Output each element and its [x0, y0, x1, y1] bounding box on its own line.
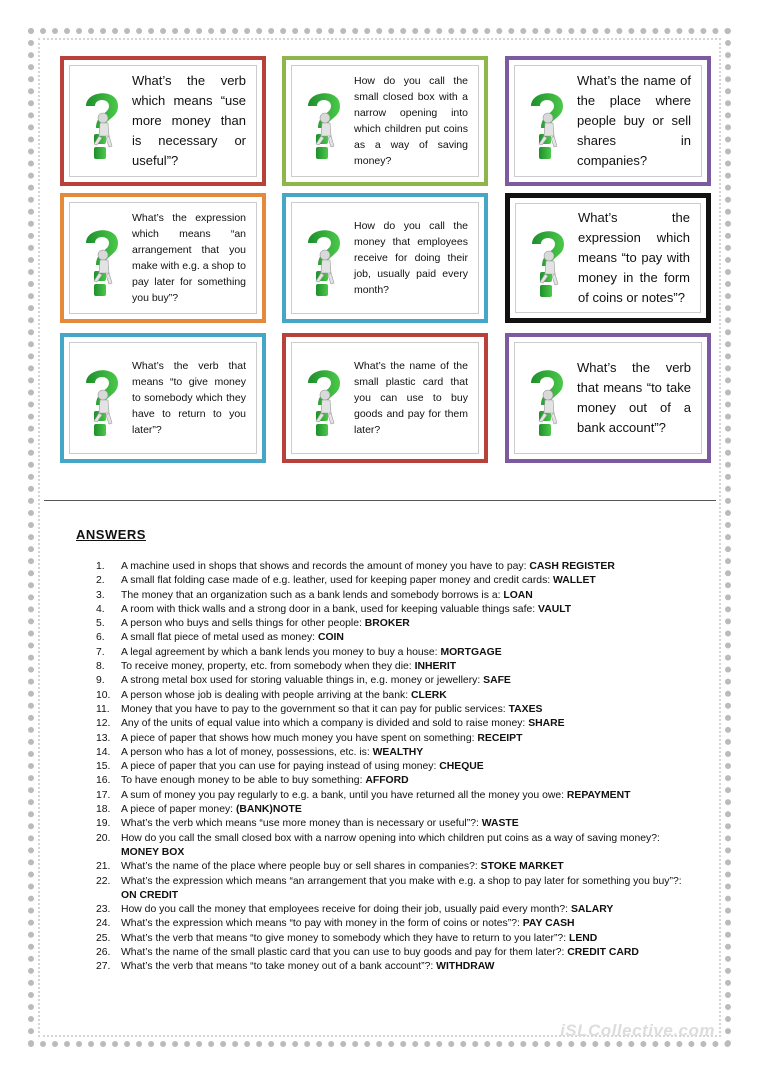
answer-word: INHERIT [414, 661, 457, 673]
answer-number: 15. [96, 761, 111, 773]
answer-definition: What’s the verb which means “use more money than is necessary or useful”?: [121, 818, 482, 830]
answer-definition: A sum of money you pay regularly to e.g. a bank, until you have returned all the money you owe: [121, 789, 567, 801]
answer-definition: A small flat piece of metal used as money: [121, 632, 318, 644]
answer-word: LOAN [503, 589, 533, 601]
answer-word: SHARE [528, 718, 565, 730]
answer-number: 19. [96, 818, 111, 830]
answer-item [96, 875, 700, 904]
answer-item [96, 746, 700, 760]
answer-word: AFFORD [365, 775, 409, 787]
question-mark-figure-icon [523, 84, 569, 164]
answer-word: LEND [569, 932, 598, 944]
answer-number: 4. [96, 603, 105, 615]
card-question: What’s the verb that means “to give money to somebody which they have to return to you later”? [132, 360, 246, 436]
answer-definition: Money that you have to pay to the government so that it can pay for public services: [121, 703, 509, 715]
answer-item [96, 646, 700, 660]
answer-item [96, 674, 700, 688]
answer-item [96, 732, 700, 746]
answer-item [96, 560, 700, 574]
answer-item [96, 589, 700, 603]
answer-definition: How do you call the money that employees receive for doing their job, usually paid every month?: [121, 904, 571, 916]
question-mark-figure-icon [300, 221, 346, 301]
card-question: How do you call the small closed box with a narrow opening into which children put coins as a way of saving money? [354, 75, 468, 167]
answer-number: 16. [96, 775, 111, 787]
card-question: What’s the expression which means “to pay with money in the form of coins or notes”? [578, 210, 690, 305]
question-card [505, 56, 711, 186]
answer-number: 27. [96, 961, 111, 973]
answer-definition: A person who buys and sells things for other people: [121, 618, 365, 630]
answer-number: 12. [96, 718, 111, 730]
card-question: What’s the expression which means “an arrangement that you make with e.g. a shop to pay later for something you buy”? [132, 212, 246, 304]
answer-item [96, 603, 700, 617]
answer-definition: What’s the name of the place where people buy or sell shares in companies?: [121, 861, 481, 873]
answer-word: MONEY BOX [121, 846, 185, 858]
answer-number: 11. [96, 703, 110, 715]
answer-number: 1. [96, 561, 105, 572]
answer-definition: A room with thick walls and a strong door in a bank, used for keeping valuable things safe: [121, 603, 539, 615]
card-question: How do you call the money that employees receive for doing their job, usually paid every month? [354, 220, 468, 296]
answer-number: 14. [96, 746, 111, 758]
answer-item [96, 803, 700, 817]
question-mark-figure-icon [300, 361, 346, 441]
answer-definition: What’s the expression which means “to pay with money in the form of coins or notes”?: [121, 918, 523, 930]
answer-definition: What’s the verb that means “to take money out of a bank account”?: [121, 961, 437, 973]
answer-number: 8. [96, 661, 105, 673]
answer-item [96, 703, 700, 717]
question-card [282, 333, 488, 463]
answer-word: COIN [317, 632, 344, 644]
answer-number: 10. [96, 689, 111, 701]
answer-number: 20. [96, 832, 111, 844]
answer-definition: The money that an organization such as a bank lends and somebody borrows is a: [121, 589, 504, 601]
answer-word: WITHDRAW [436, 961, 495, 973]
answer-item [96, 660, 700, 674]
answer-word: VAULT [538, 603, 572, 615]
answer-definition: A piece of paper that you can use for paying instead of using money: [121, 761, 440, 773]
answer-word: ON CREDIT [121, 889, 179, 901]
question-mark-figure-icon [78, 361, 124, 441]
answer-item [96, 789, 700, 803]
answer-definition: To have enough money to be able to buy something: [121, 775, 366, 787]
answer-word: MORTGAGE [440, 646, 502, 658]
answer-item [96, 932, 700, 946]
answer-number: 23. [96, 904, 111, 916]
answer-word: CHEQUE [439, 761, 484, 773]
answer-word: PAY CASH [522, 918, 575, 930]
answer-definition: A piece of paper that shows how much money you have spent on something: [121, 732, 478, 744]
answer-number: 6. [96, 632, 105, 644]
answer-item [96, 946, 700, 960]
question-mark-figure-icon [300, 84, 346, 164]
answer-item [96, 903, 700, 917]
answer-item [96, 574, 700, 588]
answer-definition: A person whose job is dealing with people arriving at the bank: [121, 689, 411, 701]
answer-word: CLERK [410, 689, 447, 701]
answer-item [96, 817, 700, 831]
answer-definition: What’s the expression which means “an arrangement that you make with e.g. a shop to pay later for something you buy”?: [121, 875, 682, 887]
answer-number: 17. [96, 789, 111, 801]
question-mark-figure-icon [523, 361, 569, 441]
answer-item [96, 689, 700, 703]
answer-definition: A person who has a lot of money, possessions, etc. is: [121, 746, 373, 758]
answer-word: TAXES [508, 703, 543, 715]
answer-number: 13. [96, 732, 111, 744]
answer-definition: How do you call the small closed box with a narrow opening into which children put coins as a way of saving money?: [121, 832, 660, 844]
answer-number: 22. [96, 875, 111, 887]
card-question: What’s the verb which means “use more money than is necessary or useful”? [132, 73, 246, 168]
answer-word: STOKE MARKET [480, 861, 564, 873]
answer-word: CASH REGISTER [529, 561, 615, 572]
answer-word: REPAYMENT [566, 789, 631, 801]
divider-line [44, 500, 716, 501]
question-mark-figure-icon [524, 222, 570, 302]
answer-item [96, 917, 700, 931]
answer-number: 18. [96, 804, 111, 816]
answer-item [96, 631, 700, 645]
answer-number: 25. [96, 932, 111, 944]
answer-word: CREDIT CARD [567, 947, 639, 959]
answer-definition: A legal agreement by which a bank lends you money to buy a house: [121, 646, 441, 658]
question-card [505, 193, 711, 323]
answers-title: ANSWERS [76, 527, 146, 542]
question-mark-figure-icon [78, 221, 124, 301]
question-card [505, 333, 711, 463]
answer-number: 24. [96, 918, 111, 930]
answer-number: 2. [96, 575, 105, 587]
answer-word: (BANK)NOTE [235, 804, 302, 816]
answer-item [96, 617, 700, 631]
question-card [60, 193, 266, 323]
answer-definition: To receive money, property, etc. from somebody when they die: [121, 661, 415, 673]
answer-item [96, 860, 700, 874]
question-card [60, 56, 266, 186]
card-question: What’s the name of the place where people buy or sell shares in companies? [577, 73, 691, 168]
answer-word: WASTE [481, 818, 519, 830]
answer-word: BROKER [364, 618, 410, 630]
answer-definition: A small flat folding case made of e.g. leather, used for keeping paper money and credit cards: [121, 575, 554, 587]
question-mark-figure-icon [78, 84, 124, 164]
answer-definition: A strong metal box used for storing valuable things in, e.g. money or jewellery: [121, 675, 484, 687]
answer-item [96, 832, 700, 861]
answer-number: 9. [96, 675, 105, 687]
answer-word: WALLET [553, 575, 596, 587]
answer-item [96, 774, 700, 788]
answer-number: 5. [96, 618, 105, 630]
answers-list [96, 560, 700, 975]
answer-definition: What’s the name of the small plastic card that you can use to buy goods and pay for them later?: [121, 947, 568, 959]
answer-word: SAFE [483, 675, 511, 687]
watermark-logo: iSLCollective.com [560, 1021, 715, 1040]
answer-item [96, 760, 700, 774]
answer-item [96, 960, 700, 974]
answer-definition: A machine used in shops that shows and records the amount of money you have to pay: [121, 561, 530, 572]
question-card [282, 56, 488, 186]
question-card [282, 193, 488, 323]
answer-item [96, 717, 700, 731]
answer-number: 21. [96, 861, 111, 873]
answer-number: 7. [96, 646, 105, 658]
card-question: What’s the name of the small plastic card that you can use to buy goods and pay for them later? [354, 360, 468, 436]
answer-word: WEALTHY [372, 746, 424, 758]
card-question: What’s the verb that means “to take money out of a bank account”? [577, 360, 691, 435]
answer-word: SALARY [570, 904, 614, 916]
answer-definition: Any of the units of equal value into which a company is divided and sold to raise money: [121, 718, 529, 730]
answer-number: 26. [96, 947, 111, 959]
question-card [60, 333, 266, 463]
answer-definition: What’s the verb that means “to give money to somebody which they have to return to you later”?: [121, 932, 569, 944]
answer-number: 3. [96, 589, 105, 601]
answer-word: RECEIPT [477, 732, 523, 744]
answer-definition: A piece of paper money: [121, 804, 236, 816]
